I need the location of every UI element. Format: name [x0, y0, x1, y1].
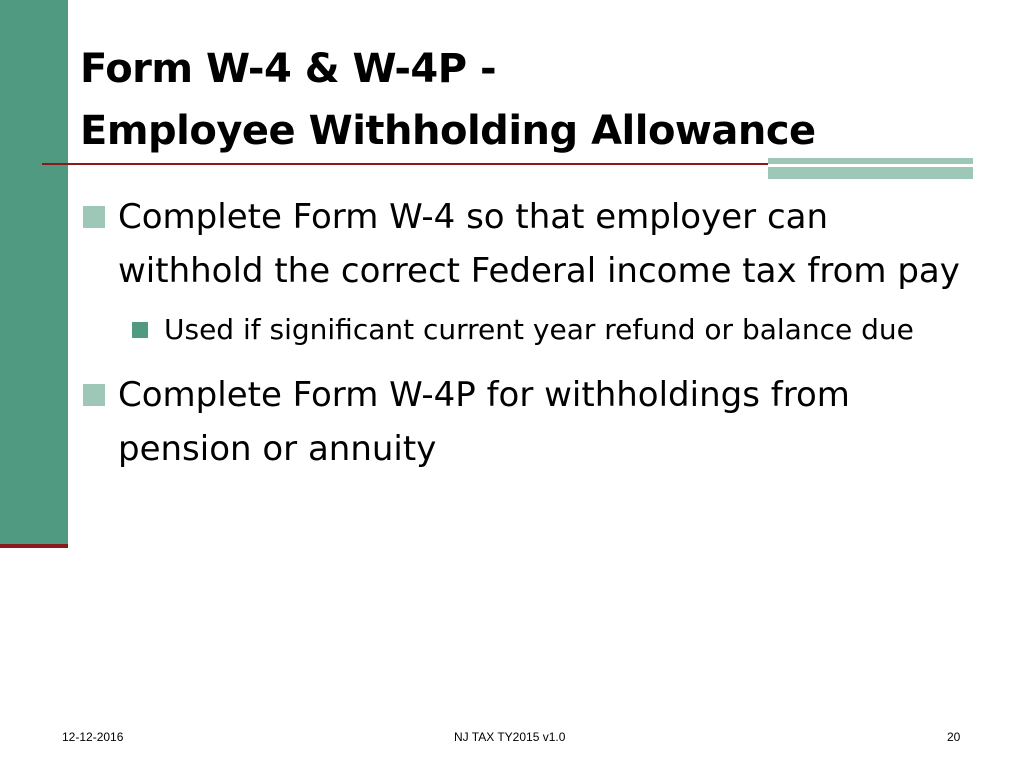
- bullet-item: [82, 190, 982, 298]
- slide-title: [80, 38, 980, 162]
- square-sub-bullet-icon: [132, 322, 148, 338]
- title-line-1: Form W-4 & W-4P -: [80, 46, 497, 92]
- bullet-list: [82, 190, 982, 484]
- left-bar-divider: [0, 544, 68, 548]
- sub-bullet-item: [82, 306, 982, 354]
- square-bullet-icon: [83, 384, 105, 406]
- bullet-text: Complete Form W-4P for withholdings from pension or annuity: [118, 375, 850, 469]
- page-number: 20: [947, 730, 961, 744]
- bullet-text: Complete Form W-4 so that employer can withhold the correct Federal income tax from pay: [118, 197, 960, 291]
- footer-title: NJ TAX TY2015 v1.0: [454, 730, 566, 744]
- title-accent-stripe: [768, 164, 973, 167]
- square-bullet-icon: [83, 206, 105, 228]
- footer-date: 12-12-2016: [62, 730, 124, 744]
- title-line-2: Employee Withholding Allowance: [80, 108, 816, 154]
- left-accent-bar: [0, 0, 68, 545]
- bullet-item: [82, 368, 982, 476]
- sub-bullet-text: Used if significant current year refund or balance due: [164, 313, 914, 346]
- title-accent-block: [768, 158, 973, 179]
